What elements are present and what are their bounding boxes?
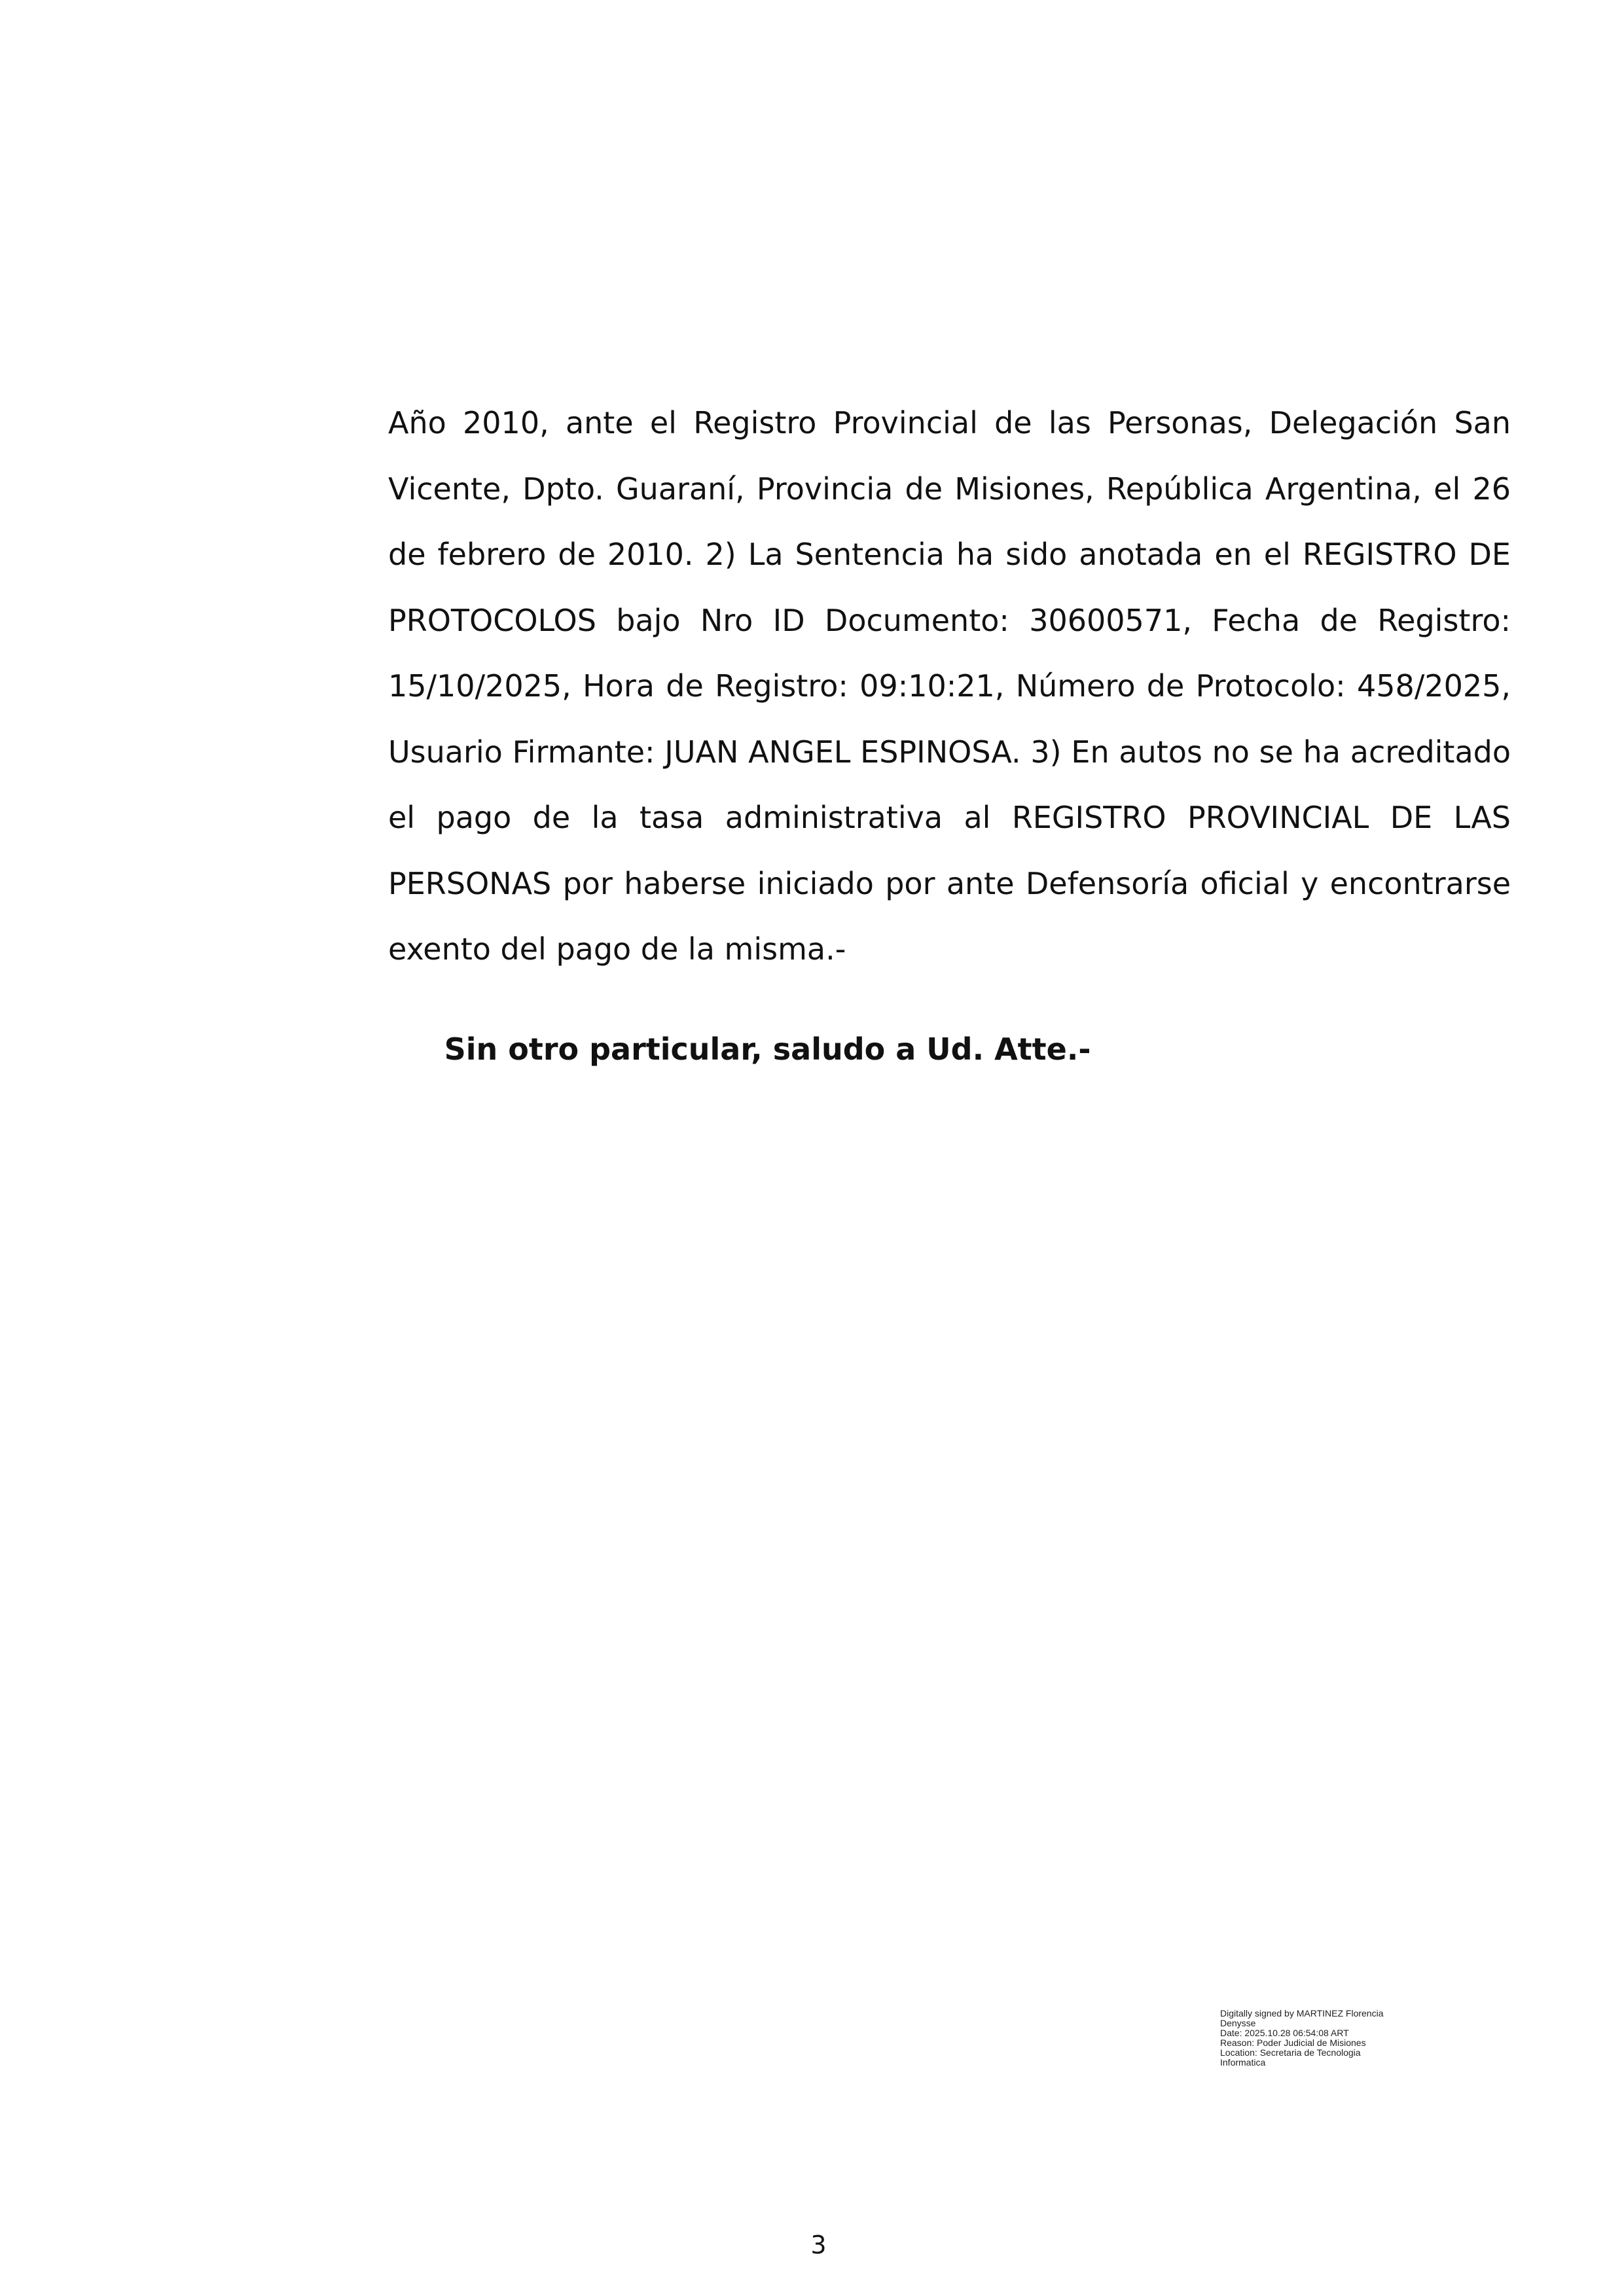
closing-text: Sin otro particular, saludo a Ud. Atte.- [444, 1031, 1091, 1067]
body-line: de febrero de 2010. 2) La Sentencia ha sido anotada en el REGISTRO DE [388, 537, 1511, 572]
signature-line: Denysse [1220, 2018, 1256, 2028]
digital-signature-stamp [1220, 2009, 1430, 2068]
closing-salutation [0, 1026, 1624, 1072]
page-number [0, 2229, 1624, 2261]
body-line: exento del pago de la misma.- [388, 931, 846, 967]
body-line: PERSONAS por haberse iniciado por ante Defensoría oficial y encontrarse [388, 865, 1511, 901]
body-line: PROTOCOLOS bajo Nro ID Documento: 30600571, Fecha de Registro: [388, 602, 1511, 638]
page-number-text: 3 [810, 2231, 827, 2259]
signature-line: Digitally signed by MARTINEZ Florencia [1220, 2008, 1384, 2018]
document-body [388, 390, 1511, 982]
signature-reason: Reason: Poder Judicial de Misiones [1220, 2037, 1366, 2048]
signature-date: Date: 2025.10.28 06:54:08 ART [1220, 2028, 1349, 2038]
body-line: el pago de la tasa administrativa al REGISTRO PROVINCIAL DE LAS [388, 800, 1511, 835]
body-line: Año 2010, ante el Registro Provincial de las Personas, Delegación San [388, 405, 1511, 440]
signature-line: Informatica [1220, 2057, 1266, 2068]
body-line: Usuario Firmante: JUAN ANGEL ESPINOSA. 3) En autos no se ha acreditado [388, 734, 1511, 770]
body-line: Vicente, Dpto. Guaraní, Provincia de Misiones, República Argentina, el 26 [388, 471, 1511, 507]
signature-location: Location: Secretaria de Tecnologia [1220, 2047, 1361, 2058]
body-line: 15/10/2025, Hora de Registro: 09:10:21, Número de Protocolo: 458/2025, [388, 668, 1511, 704]
